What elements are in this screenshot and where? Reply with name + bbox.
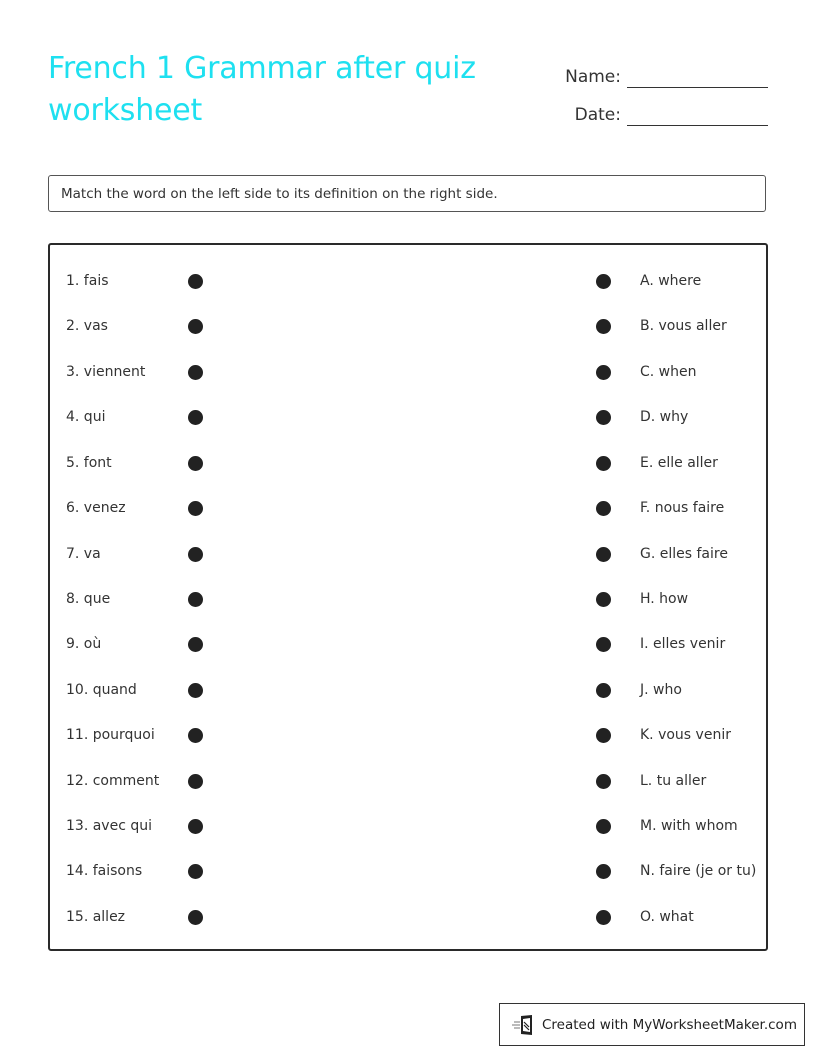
- name-label: Name:: [565, 67, 621, 87]
- right-definition: E. elle aller: [640, 455, 718, 471]
- credit-text: Created with MyWorksheetMaker.com: [542, 1016, 797, 1033]
- instructions-box: Match the word on the left side to its definition on the right side.: [48, 175, 766, 212]
- match-row: [50, 316, 766, 336]
- worksheet-title: French 1 Grammar after quiz worksheet: [48, 51, 476, 128]
- date-field: [565, 88, 768, 126]
- right-definition: C. when: [640, 364, 697, 380]
- right-definition: J. who: [640, 682, 682, 698]
- left-connector-dot[interactable]: [188, 274, 203, 289]
- right-connector-dot[interactable]: [596, 592, 611, 607]
- left-word: 4. qui: [66, 409, 106, 425]
- right-definition: K. vous venir: [640, 727, 731, 743]
- left-connector-dot[interactable]: [188, 501, 203, 516]
- right-definition: I. elles venir: [640, 636, 726, 652]
- left-word: 5. font: [66, 455, 112, 471]
- left-word: 10. quand: [66, 682, 137, 698]
- match-row: [50, 680, 766, 700]
- right-definition: G. elles faire: [640, 546, 728, 562]
- match-row: [50, 725, 766, 745]
- match-row: [50, 589, 766, 609]
- left-word: 3. viennent: [66, 364, 146, 380]
- left-word: 2. vas: [66, 318, 108, 334]
- right-definition: O. what: [640, 909, 694, 925]
- left-word: 13. avec qui: [66, 818, 152, 834]
- right-connector-dot[interactable]: [596, 410, 611, 425]
- match-row: [50, 498, 766, 518]
- matching-exercise-box: [48, 243, 768, 951]
- right-connector-dot[interactable]: [596, 547, 611, 562]
- left-word: 8. que: [66, 591, 111, 607]
- date-blank-line[interactable]: [627, 99, 768, 126]
- name-field: [565, 50, 768, 88]
- left-connector-dot[interactable]: [188, 319, 203, 334]
- left-word: 7. va: [66, 546, 101, 562]
- match-row: [50, 771, 766, 791]
- left-word: 9. où: [66, 636, 102, 652]
- right-connector-dot[interactable]: [596, 365, 611, 380]
- right-connector-dot[interactable]: [596, 864, 611, 879]
- right-connector-dot[interactable]: [596, 501, 611, 516]
- right-definition: M. with whom: [640, 818, 738, 834]
- match-row: [50, 816, 766, 836]
- match-row: [50, 861, 766, 881]
- left-connector-dot[interactable]: [188, 637, 203, 652]
- right-connector-dot[interactable]: [596, 819, 611, 834]
- right-connector-dot[interactable]: [596, 728, 611, 743]
- match-row: [50, 634, 766, 654]
- student-info-fields: [565, 50, 768, 126]
- right-connector-dot[interactable]: [596, 683, 611, 698]
- right-connector-dot[interactable]: [596, 319, 611, 334]
- left-word: 1. fais: [66, 273, 109, 289]
- left-connector-dot[interactable]: [188, 774, 203, 789]
- right-connector-dot[interactable]: [596, 774, 611, 789]
- left-connector-dot[interactable]: [188, 864, 203, 879]
- left-connector-dot[interactable]: [188, 683, 203, 698]
- left-connector-dot[interactable]: [188, 410, 203, 425]
- left-connector-dot[interactable]: [188, 910, 203, 925]
- match-row: [50, 907, 766, 927]
- right-connector-dot[interactable]: [596, 274, 611, 289]
- right-connector-dot[interactable]: [596, 910, 611, 925]
- worksheet-logo-icon: [512, 1014, 536, 1036]
- match-row: [50, 271, 766, 291]
- created-with-credit[interactable]: [499, 1003, 805, 1046]
- match-row: [50, 362, 766, 382]
- left-connector-dot[interactable]: [188, 592, 203, 607]
- right-definition: D. why: [640, 409, 689, 425]
- left-connector-dot[interactable]: [188, 819, 203, 834]
- left-connector-dot[interactable]: [188, 456, 203, 471]
- right-definition: F. nous faire: [640, 500, 725, 516]
- right-definition: B. vous aller: [640, 318, 727, 334]
- date-label: Date:: [574, 105, 621, 125]
- name-blank-line[interactable]: [627, 61, 768, 88]
- left-word: 11. pourquoi: [66, 727, 155, 743]
- right-definition: A. where: [640, 273, 702, 289]
- left-word: 12. comment: [66, 773, 160, 789]
- right-definition: L. tu aller: [640, 773, 707, 789]
- left-connector-dot[interactable]: [188, 365, 203, 380]
- match-row: [50, 453, 766, 473]
- right-definition: N. faire (je or tu): [640, 863, 757, 879]
- right-connector-dot[interactable]: [596, 637, 611, 652]
- right-connector-dot[interactable]: [596, 456, 611, 471]
- right-definition: H. how: [640, 591, 689, 607]
- match-row: [50, 407, 766, 427]
- left-connector-dot[interactable]: [188, 728, 203, 743]
- left-word: 15. allez: [66, 909, 126, 925]
- left-word: 6. venez: [66, 500, 126, 516]
- left-connector-dot[interactable]: [188, 547, 203, 562]
- match-row: [50, 544, 766, 564]
- left-word: 14. faisons: [66, 863, 143, 879]
